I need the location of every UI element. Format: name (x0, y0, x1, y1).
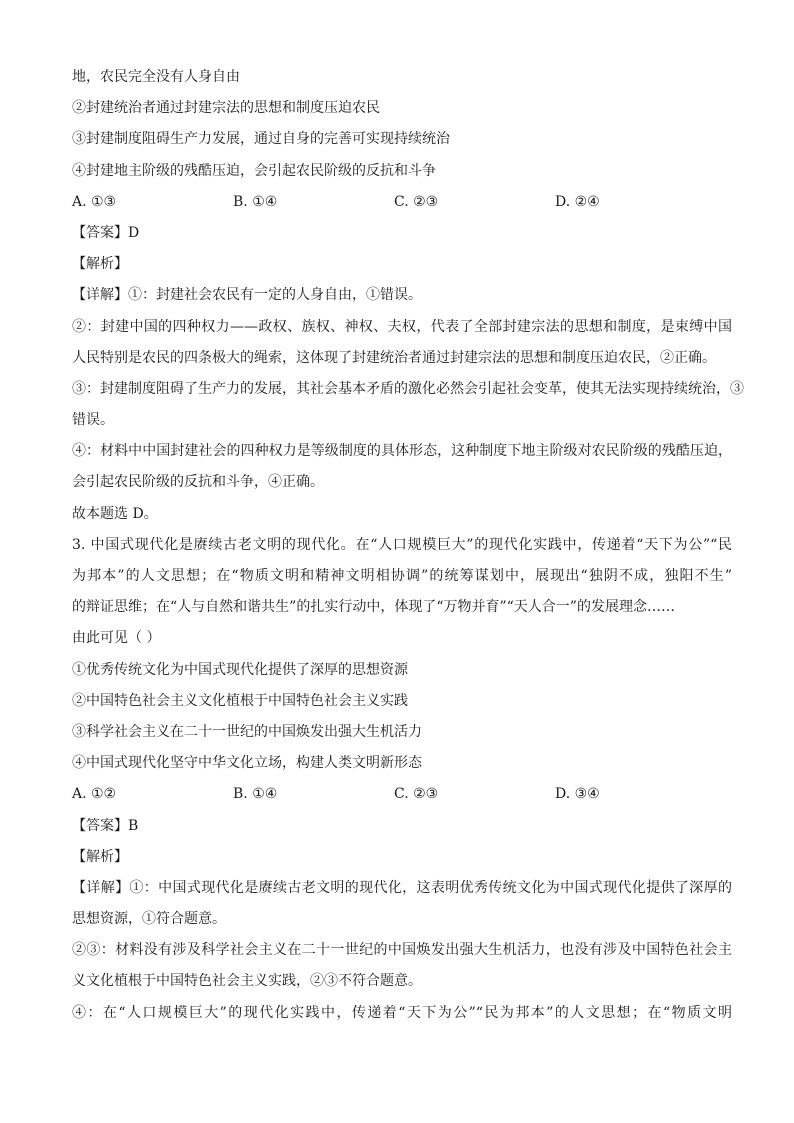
q3-stem-line: 3. 中国式现代化是赓续古老文明的现代化。在“人口规模巨大”的现代化实践中，传递着“天下为公”“民 (72, 536, 732, 553)
q2-statement-3: ③封建制度阻碍生产力发展，通过自身的完善可实现持续统治 (72, 131, 450, 148)
q3-statement-1: ①优秀传统文化为中国式现代化提供了深厚的思想资源 (72, 661, 408, 678)
q3-option-c: C. ②③ (394, 786, 439, 803)
q2-analysis-label: 【解析】 (72, 256, 128, 273)
q3-detail-line: 【详解】①：中国式现代化是赓续古老文明的现代化，这表明优秀传统文化为中国式现代化提供了深厚的 (72, 879, 732, 896)
q2-statement-2: ②封建统治者通过封建宗法的思想和制度压迫农民 (72, 100, 380, 117)
q2-option-b: B. ①④ (233, 193, 278, 210)
q2-stem-tail: 地，农民完全没有人身自由 (72, 69, 240, 85)
q3-options (72, 779, 732, 810)
q2-answer (72, 218, 732, 249)
q3-stem-line: 为邦本”的人文思想；在“物质文明和精神文明相协调”的统筹谋划中，展现出“独阴不成，独阳不生” (72, 568, 732, 584)
q3-detail-line: ②③：材料没有涉及科学社会主义在二十一世纪的中国焕发出强大生机活力，也没有涉及中国特色社会主 (72, 942, 732, 959)
q2-answer-label: 【答案】 (72, 224, 128, 241)
q3-detail-line: 义文化植根于中国特色社会主义实践，②③不符合题意。 (72, 973, 422, 990)
q3-analysis-label: 【解析】 (72, 848, 128, 865)
q3-detail-line: ④：在“人口规模巨大”的现代化实践中，传递着“天下为公”“民为邦本”的人文思想；在“物质文明 (72, 1004, 732, 1021)
q3-answer-value: B (128, 817, 139, 834)
q2-option-a: A. ①③ (72, 193, 117, 210)
q2-detail-line: ④：材料中中国封建社会的四种权力是等级制度的具体形态，这种制度下地主阶级对农民阶级的残酷压迫， (72, 443, 732, 460)
q2-option-d: D. ②④ (555, 193, 600, 210)
q2-detail-line: 会引起农民阶级的反抗和斗争，④正确。 (72, 474, 324, 491)
q3-statement-2: ②中国特色社会主义文化植根于中国特色社会主义实践 (72, 692, 408, 709)
q2-detail-line: ③：封建制度阻碍了生产力的发展，其社会基本矛盾的激化必然会引起社会变革，使其无法实现持续统治，③ (72, 380, 744, 397)
q2-statement-4: ④封建地主阶级的残酷压迫，会引起农民阶级的反抗和斗争 (72, 162, 436, 179)
q3-statement-4: ④中国式现代化坚守中华文化立场，构建人类文明新形态 (72, 755, 422, 772)
q3-stem-line: 由此可见（ ） (72, 630, 161, 647)
q3-option-d: D. ③④ (555, 786, 600, 803)
q2-options (72, 187, 732, 218)
q3-option-b: B. ①④ (233, 786, 278, 803)
q2-detail-line: 错误。 (72, 412, 114, 429)
document-page (72, 62, 744, 1029)
q3-answer (72, 811, 732, 842)
q3-answer-label: 【答案】 (72, 817, 128, 834)
q2-detail-line: 故本题选 D。 (72, 505, 158, 522)
q2-answer-value: D (128, 224, 140, 241)
q3-statement-3: ③科学社会主义在二十一世纪的中国焕发出强大生机活力 (72, 723, 422, 740)
q2-detail-line: ②：封建中国的四种权力——政权、族权、神权、夫权，代表了全部封建宗法的思想和制度，是束缚中国 (72, 318, 732, 335)
q2-option-c: C. ②③ (394, 193, 439, 210)
q3-stem-line: 的辩证思维；在“人与自然和谐共生”的扎实行动中，体现了“万物并育”“天人合一”的发展理念…… (72, 599, 675, 616)
q2-detail-line: 【详解】①：封建社会农民有一定的人身自由，①错误。 (72, 287, 422, 304)
q2-detail-line: 人民特别是农民的四条极大的绳索，这体现了封建统治者通过封建宗法的思想和制度压迫农民，②正确。 (72, 349, 716, 366)
q3-detail-line: 思想资源，①符合题意。 (72, 911, 226, 928)
q3-option-a: A. ①② (72, 786, 117, 803)
